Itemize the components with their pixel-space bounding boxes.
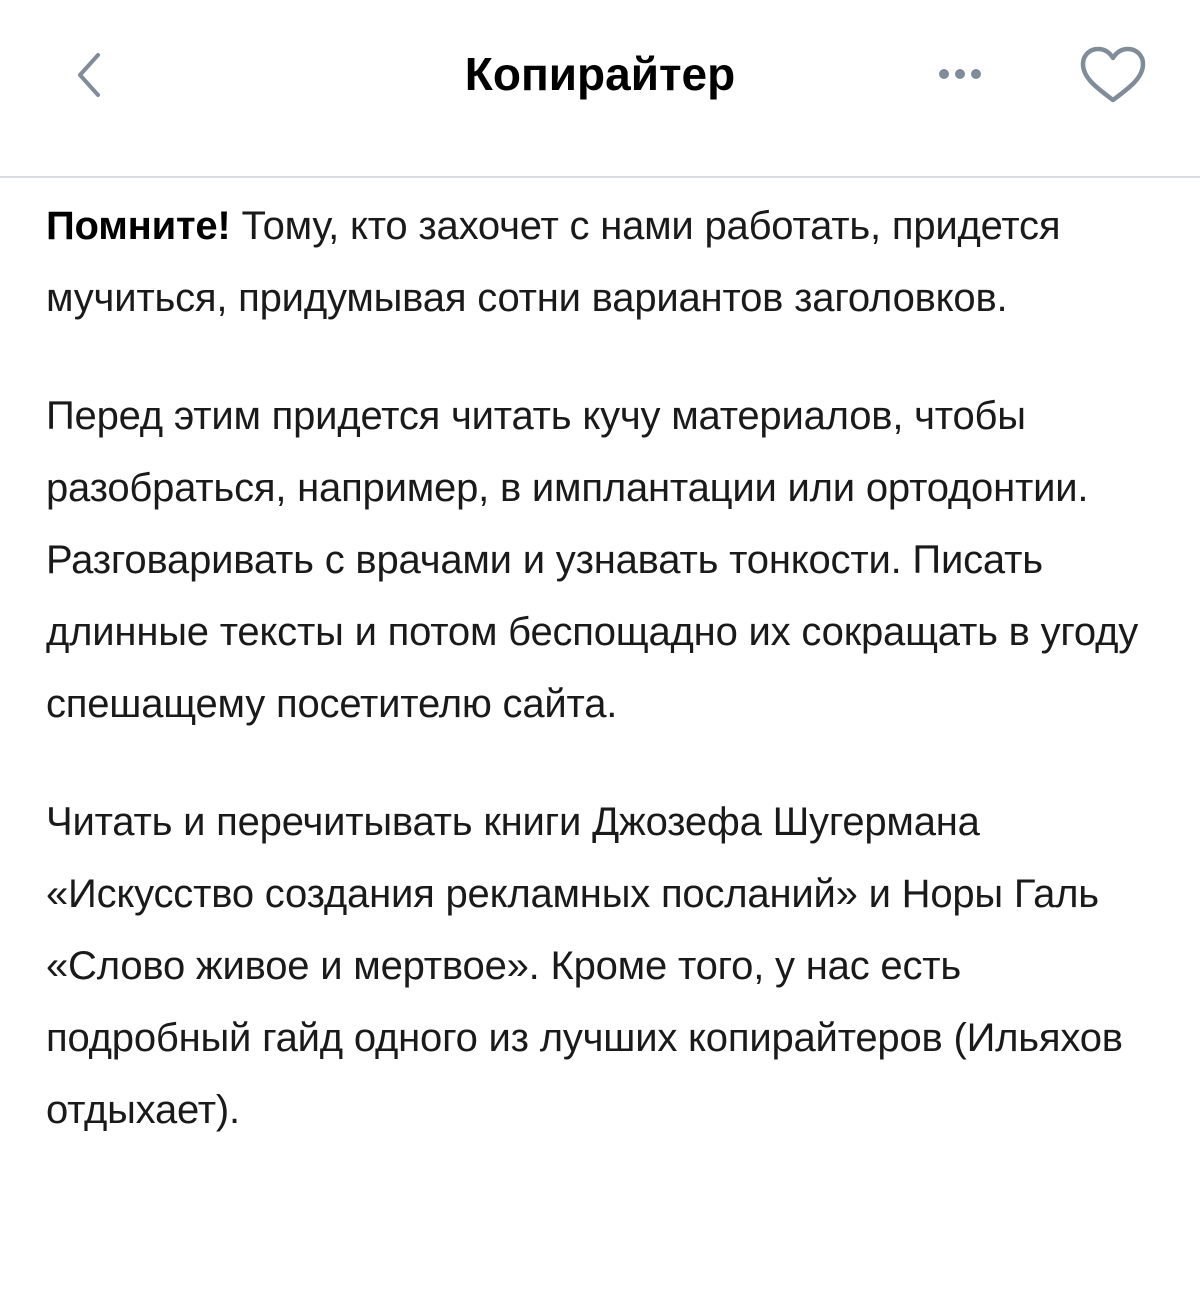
heart-outline-icon bbox=[1077, 44, 1149, 106]
article-paragraph: Перед этим придется читать кучу материалов, чтобы разобраться, например, в имплантации или ортодонтии. Разговаривать с врачами и узнавать тонкости. Писать длинные тексты и потом беспощадно их сокращать в угоду спешащему посетителю сайта. bbox=[46, 394, 1139, 726]
paragraph-text: Тому, кто захочет с нами работать, придется мучиться, придумывая сотни вариантов заголовков. bbox=[46, 204, 1061, 320]
article-paragraph: Читать и перечитывать книги Джозефа Шугермана «Искусство создания рекламных посланий» и Норы Галь «Слово живое и мертвое». Кроме того, у нас есть подробный гайд одного из лучших копирайтеров (Ильяхов отдыхает). bbox=[46, 800, 1123, 1132]
like-button[interactable] bbox=[1070, 40, 1156, 110]
page-title: Копирайтер bbox=[464, 48, 736, 100]
article-body bbox=[46, 190, 1156, 1192]
more-horizontal-icon bbox=[930, 64, 990, 84]
navigation-bar bbox=[0, 0, 1200, 178]
more-button[interactable] bbox=[920, 52, 1000, 96]
article-paragraph bbox=[46, 190, 1156, 334]
emphasis-text: Помните! bbox=[46, 204, 231, 248]
